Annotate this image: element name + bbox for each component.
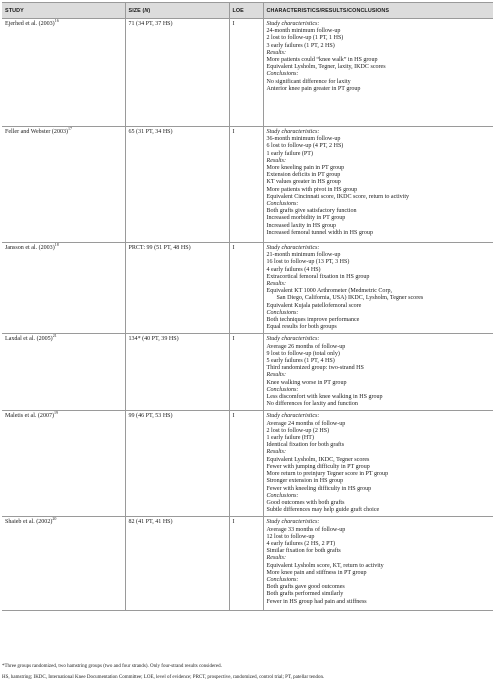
section-label: Conclusions: — [266, 386, 299, 393]
characteristic-line: Stronger extension in HS group — [266, 478, 344, 485]
characteristics-cell — [263, 127, 493, 243]
table-row — [2, 334, 493, 411]
characteristic-line: Equivalent KT 1000 Arthrometer (Medmetric Corp, — [266, 288, 392, 295]
study-cell: Jansson et al. $(2003)^{18}$ — [2, 243, 125, 334]
characteristic-line: Equivalent Lysholm, Tegner, laxity, IKDC scores — [266, 64, 386, 71]
characteristic-line: Similar fixation for both grafts — [266, 548, 341, 555]
characteristic-line: Fewer with jumping difficulty in PT group — [266, 463, 370, 470]
characteristic-line: Anterior knee pain greater in PT group — [266, 85, 361, 92]
characteristic-line: More knee pain and stiffness in PT group — [266, 569, 367, 576]
loe-cell: I — [229, 517, 263, 611]
column-header-characteristics: CHARACTERISTICS/RESULTS/CONCLUSIONS — [263, 3, 493, 19]
characteristic-line: More patients with pivot in HS group — [266, 186, 358, 193]
characteristic-line: 3 early failures (1 PT, 2 HS) — [266, 42, 335, 49]
characteristic-line: 2 lost to follow-up (1 PT, 1 HS) — [266, 35, 344, 42]
study-cell: Feller and Webster $(2003)^{17}$ — [2, 127, 125, 243]
section-label: Study characteristics: — [266, 245, 320, 251]
characteristic-line: More return to preinjury Tegner score in PT group — [266, 471, 389, 478]
section-label: Conclusions: — [266, 576, 299, 583]
size-header-n: N — [144, 7, 149, 14]
section-label: Results: — [266, 449, 286, 456]
characteristic-line: Both grafts give satisfactory function — [266, 208, 357, 215]
characteristic-line: 4 early failures (4 HS) — [266, 266, 321, 273]
footnote-abbreviations: HS, hamstring; IKDC, International Knee Documentation Committee; LOE, level of evidence; PRCT, prospective, randomized, control trial; PT, patellar tendon. — [2, 675, 325, 681]
characteristic-line: Third randomized group: two-strand HS — [266, 365, 364, 372]
characteristic-line: No significant difference for laxity — [266, 78, 351, 85]
characteristic-line: Increased laxity in HS group — [266, 222, 337, 229]
section-label: Conclusions: — [266, 201, 299, 208]
characteristic-line: Fewer with kneeling difficulty in HS group — [266, 485, 372, 492]
characteristic-line: San Diego, California, USA) IKDC, Lysholm, Tegner scores — [276, 295, 424, 302]
section-label: Conclusions: — [266, 309, 299, 316]
characteristic-line: Fewer in HS group had pain and stiffness — [266, 598, 367, 605]
characteristic-line: 12 lost to follow-up — [266, 533, 315, 540]
size-cell: 82 (41 PT, 41 HS) — [125, 517, 229, 611]
characteristic-line: Equivalent Cincinnati score, IKDC score, return to activity — [266, 193, 410, 200]
loe-cell: I — [229, 19, 263, 127]
characteristic-line: Equivalent Lysholm, IKDC, Tegner scores — [266, 456, 370, 463]
section-label: Results: — [266, 372, 286, 379]
loe-cell: I — [229, 411, 263, 517]
characteristics-cell — [263, 334, 493, 411]
loe-cell: I — [229, 334, 263, 411]
section-label: Study characteristics: — [266, 129, 320, 135]
characteristic-line: Extracortical femoral fixation in HS group — [266, 273, 370, 280]
characteristic-line: 16 lost to follow-up (13 PT, 3 HS) — [266, 259, 350, 266]
section-label: Results: — [266, 157, 286, 164]
size-cell: 99 (46 PT, 53 HS) — [125, 411, 229, 517]
characteristic-line: Average 26 months of follow-up — [266, 343, 346, 350]
characteristic-line: Knee walking worse in PT group — [266, 379, 347, 386]
study-cell: Shaieb et al. $(2002)^{20}$ — [2, 517, 125, 611]
characteristic-line: Identical fixation for both grafts — [266, 442, 345, 449]
study-cell: Ejerhed et al. $(2003)^{16}$ — [2, 19, 125, 127]
characteristic-line: Average 24 months of follow-up — [266, 420, 346, 427]
section-label: Conclusions: — [266, 492, 299, 499]
characteristics-cell — [263, 411, 493, 517]
table-row — [2, 243, 493, 334]
characteristic-line: Both techniques improve performance — [266, 317, 360, 324]
characteristic-line: Equivalent Lysholm score, KT, return to activity — [266, 562, 384, 569]
column-header-study: STUDY — [2, 3, 125, 19]
characteristic-line: 9 lost to follow-up (total only) — [266, 350, 340, 357]
loe-cell: I — [229, 127, 263, 243]
section-label: Results: — [266, 555, 286, 562]
characteristic-line: More patients could “knee walk” in HS group — [266, 57, 378, 64]
section-label: Study characteristics: — [266, 519, 320, 526]
characteristic-line: 21-month minimum follow-up — [266, 252, 341, 259]
column-header-loe: LOE — [229, 3, 263, 19]
table-row — [2, 517, 493, 611]
size-cell: 134* (40 PT, 39 HS) — [125, 334, 229, 411]
characteristic-line: Less discomfort with knee walking in HS group — [266, 394, 383, 401]
section-label: Results: — [266, 49, 286, 56]
characteristic-line: 4 early failures (2 HS, 2 PT) — [266, 540, 336, 547]
studies-table — [2, 2, 493, 611]
characteristic-line: KT values greater in HS group — [266, 179, 341, 186]
table-row — [2, 127, 493, 243]
characteristic-line: Extension deficits in PT group — [266, 172, 341, 179]
table-row — [2, 19, 493, 127]
characteristic-line: More kneeling pain in PT group — [266, 165, 345, 172]
characteristics-cell — [263, 19, 493, 127]
characteristic-line: Equal results for both groups — [266, 324, 337, 331]
characteristic-line: 36-month minimum follow-up — [266, 136, 341, 143]
study-cell: Laxdal et al. $(2005)^{21}$ — [2, 334, 125, 411]
size-cell: 71 (34 PT, 37 HS) — [125, 19, 229, 127]
characteristic-line: Increased femoral tunnel width in HS group — [266, 229, 373, 236]
table-footnotes — [2, 664, 493, 682]
footnote-asterisk: *Three groups randomized, two hamstring groups (two and four strands). Only four-strand results considered. — [2, 664, 222, 669]
section-label: Conclusions: — [266, 71, 299, 78]
size-header-prefix: SIZE (N) — [128, 7, 151, 14]
characteristic-line: 24-month minimum follow-up — [266, 28, 341, 35]
section-label: Results: — [266, 281, 286, 288]
characteristic-line: Both grafts gave good outcomes — [266, 584, 345, 591]
section-label: Study characteristics: — [266, 21, 320, 27]
section-label: Study characteristics: — [266, 336, 320, 343]
characteristic-line: 5 early failures (1 PT, 4 HS) — [266, 358, 335, 365]
column-header-size — [125, 3, 229, 19]
header-row — [2, 3, 493, 19]
characteristic-line: Increased morbidity in PT group — [266, 215, 346, 222]
characteristics-cell — [263, 243, 493, 334]
size-cell: PRCT: 99 (51 PT, 48 HS) — [125, 243, 229, 334]
characteristic-line: Both grafts performed similarly — [266, 591, 344, 598]
characteristic-line: No differences for laxity and function — [266, 401, 358, 408]
characteristic-line: 1 early failure (HT) — [266, 435, 315, 442]
characteristic-line: Average 33 months of follow-up — [266, 526, 346, 533]
characteristic-line: Equivalent Kujala patellofemoral score — [266, 302, 362, 309]
table-row — [2, 411, 493, 517]
characteristic-line: 2 lost to follow-up (2 HS) — [266, 427, 330, 434]
size-cell: 65 (31 PT, 34 HS) — [125, 127, 229, 243]
study-cell: Maletis et al. $(2007)^{19}$ — [2, 411, 125, 517]
loe-cell: I — [229, 243, 263, 334]
characteristic-line: Good outcomes with both grafts — [266, 499, 345, 506]
characteristic-line: 1 early failure (PT) — [266, 150, 314, 157]
characteristic-line: Subtle differences may help guide graft choice — [266, 507, 380, 514]
characteristic-line: 6 lost to follow-up (4 PT, 2 HS) — [266, 143, 344, 150]
section-label: Study characteristics: — [266, 413, 320, 420]
characteristics-cell — [263, 517, 493, 611]
